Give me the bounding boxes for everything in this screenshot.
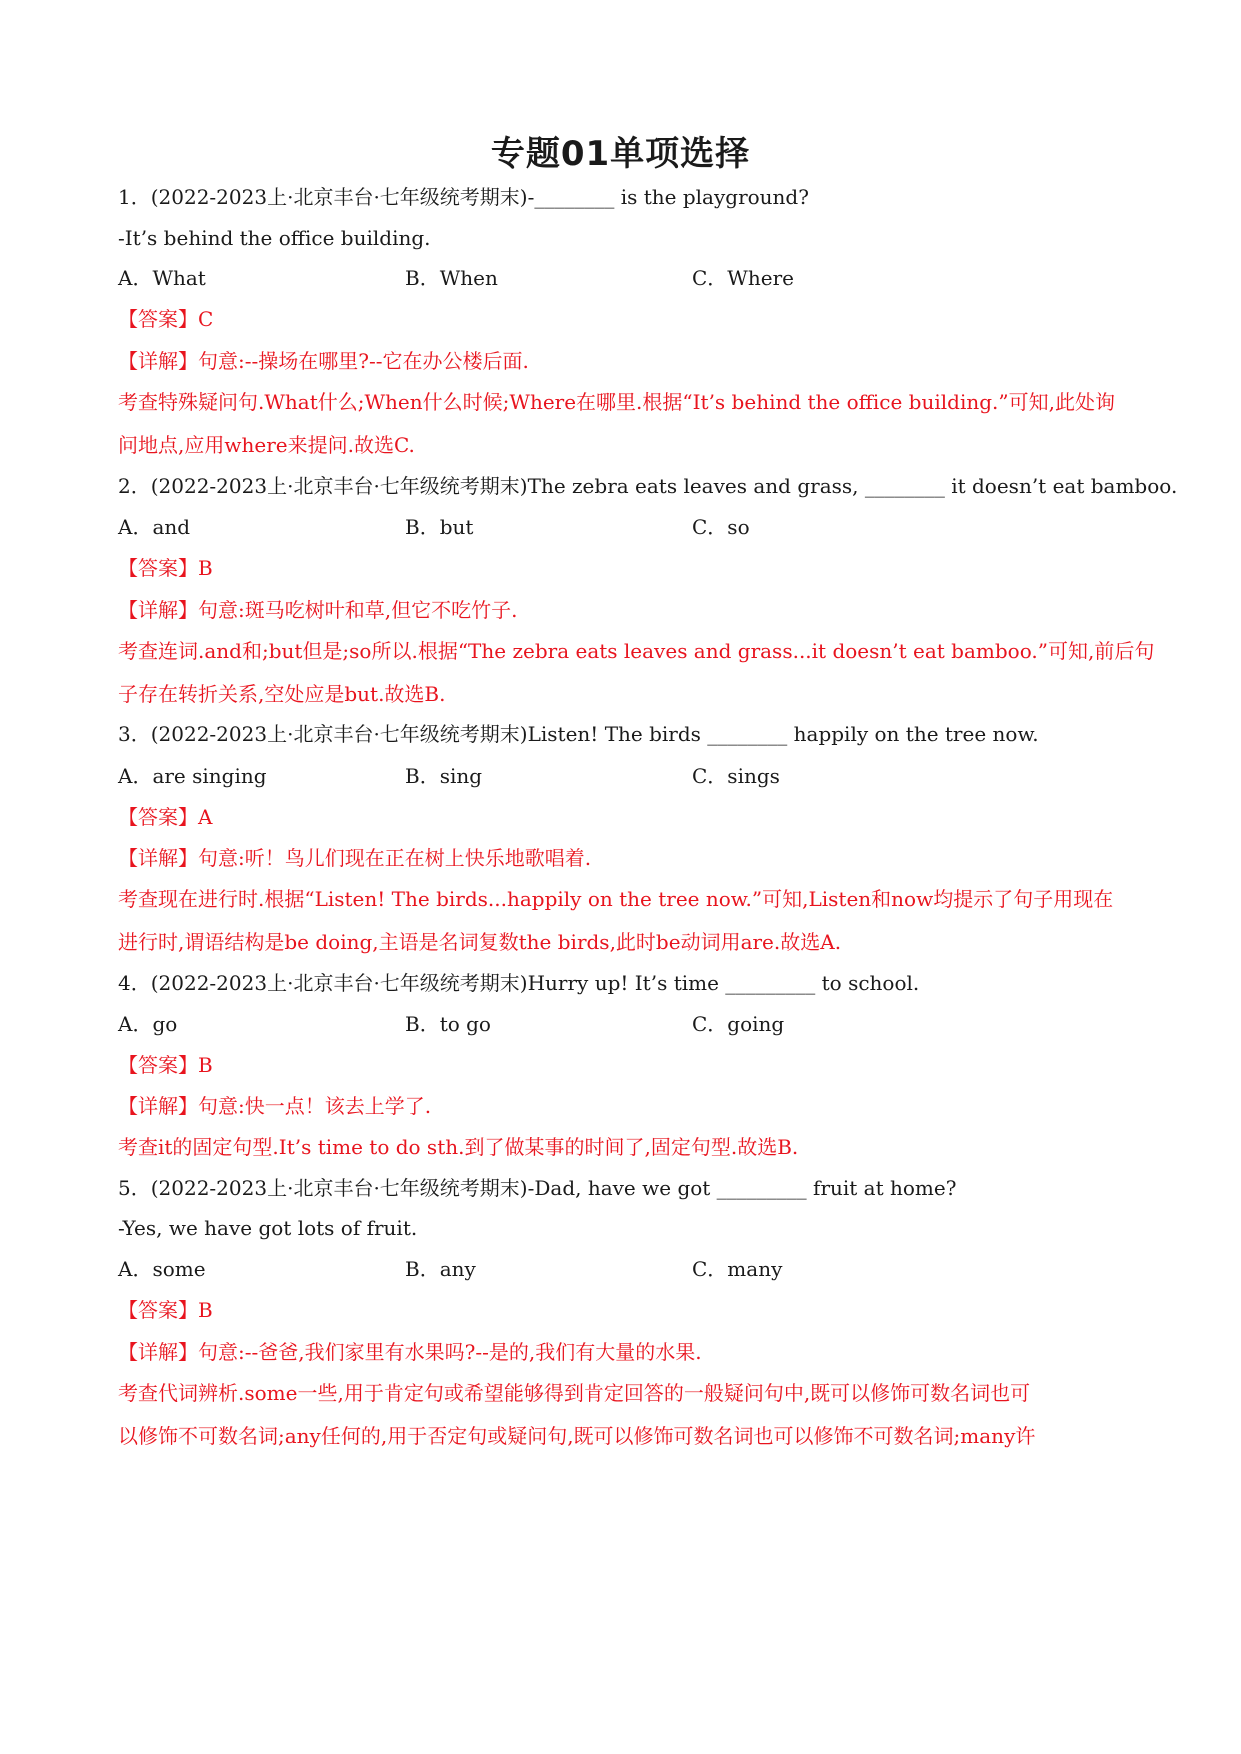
question-5-option-c: C．many — [692, 1257, 783, 1281]
question-4-analysis-line-1: 考查it的固定句型.It’s time to do sth.到了做某事的时间了,固定句型.故选B. — [118, 1135, 799, 1159]
question-4-option-c: C．going — [692, 1012, 785, 1036]
question-1-dialogue: -It’s behind the office building. — [118, 226, 431, 250]
question-3-option-a: A．are singing — [118, 764, 267, 788]
question-4-answer: 【答案】B — [118, 1053, 213, 1077]
question-4-stem: 4．(2022-2023上·北京丰台·七年级统考期末)Hurry up! It’s time _________ to school. — [118, 971, 920, 995]
question-3-analysis-line-2: 进行时,谓语结构是be doing,主语是名词复数the birds,此时be动词用are.故选A. — [118, 930, 842, 954]
question-5-option-b: B．any — [405, 1257, 476, 1281]
question-2-option-c: C．so — [692, 515, 750, 539]
question-5-detail: 【详解】句意:--爸爸,我们家里有水果吗?--是的,我们有大量的水果. — [118, 1340, 702, 1364]
question-1-stem: 1．(2022-2023上·北京丰台·七年级统考期末)-________ is the playground? — [118, 185, 809, 209]
question-2-answer: 【答案】B — [118, 556, 213, 580]
question-2-detail: 【详解】句意:斑马吃树叶和草,但它不吃竹子. — [118, 598, 518, 622]
question-2-stem: 2．(2022-2023上·北京丰台·七年级统考期末)The zebra eats leaves and grass, ________ it doesn’t eat bamboo. — [118, 474, 1178, 498]
question-1-option-a: A．What — [118, 266, 206, 290]
question-2-option-b: B．but — [405, 515, 474, 539]
question-2-analysis-line-1: 考查连词.and和;but但是;so所以.根据“The zebra eats leaves and grass...it doesn’t eat bamboo.”可知,前后句 — [118, 639, 1155, 663]
question-2-analysis-line-2: 子存在转折关系,空处应是but.故选B. — [118, 682, 446, 706]
question-5-answer: 【答案】B — [118, 1298, 213, 1322]
question-5-option-a: A．some — [118, 1257, 206, 1281]
question-1-option-c: C．Where — [692, 266, 794, 290]
question-1-analysis-line-2: 问地点,应用where来提问.故选C. — [118, 433, 415, 457]
question-1-detail: 【详解】句意:--操场在哪里?--它在办公楼后面. — [118, 349, 529, 373]
question-1-answer: 【答案】C — [118, 307, 214, 331]
question-3-option-b: B．sing — [405, 764, 483, 788]
question-4-detail: 【详解】句意:快一点！该去上学了. — [118, 1094, 432, 1118]
question-3-answer: 【答案】A — [118, 805, 213, 829]
question-5-dialogue: -Yes, we have got lots of fruit. — [118, 1216, 418, 1240]
question-5-stem: 5．(2022-2023上·北京丰台·七年级统考期末)-Dad, have we got _________ fruit at home? — [118, 1176, 957, 1200]
page-title: 专题01单项选择 — [490, 134, 751, 174]
question-1-analysis-line-1: 考查特殊疑问句.What什么;When什么时候;Where在哪里.根据“It’s behind the office building.”可知,此处询 — [118, 390, 1115, 414]
question-1-option-b: B．When — [405, 266, 498, 290]
question-3-stem: 3．(2022-2023上·北京丰台·七年级统考期末)Listen! The birds ________ happily on the tree now. — [118, 722, 1039, 746]
question-5-analysis-line-1: 考查代词辨析.some一些,用于肯定句或希望能够得到肯定回答的一般疑问句中,既可以修饰可数名词也可 — [118, 1381, 1031, 1405]
question-3-analysis-line-1: 考查现在进行时.根据“Listen! The birds...happily on the tree now.”可知,Listen和now均提示了句子用现在 — [118, 887, 1114, 911]
question-5-analysis-line-2: 以修饰不可数名词;any任何的,用于否定句或疑问句,既可以修饰可数名词也可以修饰不可数名词;many许 — [118, 1424, 1036, 1448]
question-2-option-a: A．and — [118, 515, 191, 539]
question-3-option-c: C．sings — [692, 764, 780, 788]
question-4-option-b: B．to go — [405, 1012, 491, 1036]
question-4-option-a: A．go — [118, 1012, 178, 1036]
question-3-detail: 【详解】句意:听！鸟儿们现在正在树上快乐地歌唱着. — [118, 846, 592, 870]
